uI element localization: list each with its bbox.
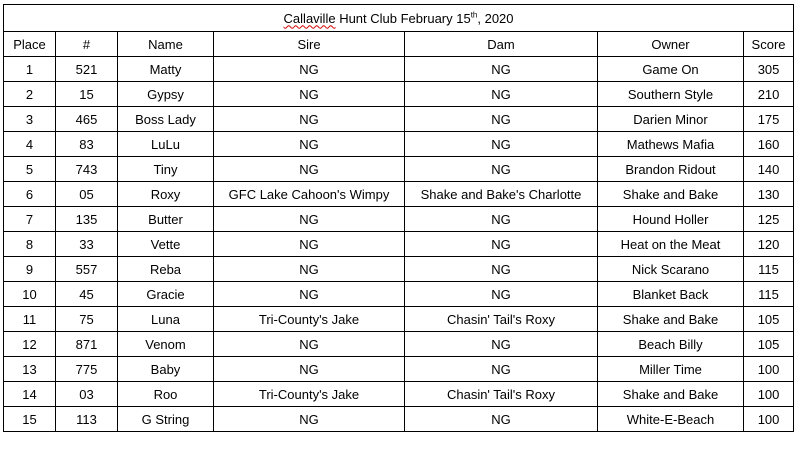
cell-name: Baby [118, 357, 214, 382]
cell-owner: Shake and Bake [598, 382, 744, 407]
cell-score: 100 [744, 382, 794, 407]
cell-sire: Tri-County's Jake [214, 382, 405, 407]
cell-dam: NG [405, 107, 598, 132]
cell-sire: NG [214, 107, 405, 132]
cell-dam: NG [405, 157, 598, 182]
cell-owner: Heat on the Meat [598, 232, 744, 257]
cell-owner: Hound Holler [598, 207, 744, 232]
cell-place: 12 [4, 332, 56, 357]
cell-name: LuLu [118, 132, 214, 157]
cell-place: 11 [4, 307, 56, 332]
cell-sire: Tri-County's Jake [214, 307, 405, 332]
cell-score: 125 [744, 207, 794, 232]
cell-score: 100 [744, 357, 794, 382]
table-row [4, 357, 794, 382]
cell-number: 83 [56, 132, 118, 157]
cell-owner: Mathews Mafia [598, 132, 744, 157]
cell-sire: NG [214, 232, 405, 257]
cell-number: 113 [56, 407, 118, 432]
cell-owner: Miller Time [598, 357, 744, 382]
cell-sire: NG [214, 82, 405, 107]
cell-place: 2 [4, 82, 56, 107]
cell-name: Roxy [118, 182, 214, 207]
cell-sire: NG [214, 257, 405, 282]
cell-name: Butter [118, 207, 214, 232]
cell-number: 05 [56, 182, 118, 207]
column-header-name: Name [118, 32, 214, 57]
cell-score: 105 [744, 307, 794, 332]
cell-score: 100 [744, 407, 794, 432]
title-main: Hunt Club February 15 [335, 10, 471, 26]
cell-owner: Brandon Ridout [598, 157, 744, 182]
cell-score: 115 [744, 282, 794, 307]
cell-dam: NG [405, 82, 598, 107]
cell-owner: Southern Style [598, 82, 744, 107]
cell-place: 3 [4, 107, 56, 132]
header-row [4, 32, 794, 57]
cell-owner: Beach Billy [598, 332, 744, 357]
cell-dam: NG [405, 407, 598, 432]
cell-owner: Shake and Bake [598, 307, 744, 332]
title-year: , 2020 [477, 10, 514, 26]
cell-dam: NG [405, 257, 598, 282]
title-row [4, 5, 794, 32]
cell-place: 10 [4, 282, 56, 307]
cell-place: 9 [4, 257, 56, 282]
table-row [4, 182, 794, 207]
cell-place: 5 [4, 157, 56, 182]
cell-name: Luna [118, 307, 214, 332]
cell-number: 521 [56, 57, 118, 82]
column-header-owner: Owner [598, 32, 744, 57]
cell-dam: NG [405, 132, 598, 157]
cell-number: 557 [56, 257, 118, 282]
cell-dam: NG [405, 232, 598, 257]
cell-owner: Nick Scarano [598, 257, 744, 282]
cell-dam: NG [405, 332, 598, 357]
table-row [4, 232, 794, 257]
cell-dam: NG [405, 357, 598, 382]
cell-place: 6 [4, 182, 56, 207]
cell-number: 75 [56, 307, 118, 332]
cell-sire: NG [214, 357, 405, 382]
cell-score: 115 [744, 257, 794, 282]
cell-owner: Darien Minor [598, 107, 744, 132]
table-row [4, 407, 794, 432]
cell-name: Boss Lady [118, 107, 214, 132]
table-row [4, 132, 794, 157]
cell-name: Gypsy [118, 82, 214, 107]
cell-sire: NG [214, 332, 405, 357]
cell-place: 8 [4, 232, 56, 257]
cell-dam: Chasin' Tail's Roxy [405, 307, 598, 332]
cell-place: 15 [4, 407, 56, 432]
cell-sire: NG [214, 207, 405, 232]
cell-score: 160 [744, 132, 794, 157]
table-row [4, 332, 794, 357]
cell-owner: White-E-Beach [598, 407, 744, 432]
cell-score: 120 [744, 232, 794, 257]
column-header-place: Place [4, 32, 56, 57]
cell-number: 33 [56, 232, 118, 257]
cell-place: 4 [4, 132, 56, 157]
cell-number: 45 [56, 282, 118, 307]
table-row [4, 307, 794, 332]
column-header-dam: Dam [405, 32, 598, 57]
cell-owner: Game On [598, 57, 744, 82]
results-table [3, 4, 794, 432]
table-row [4, 157, 794, 182]
table-row [4, 382, 794, 407]
cell-number: 465 [56, 107, 118, 132]
cell-score: 210 [744, 82, 794, 107]
column-header-number: # [56, 32, 118, 57]
title-text [284, 11, 514, 26]
cell-dam: Shake and Bake's Charlotte [405, 182, 598, 207]
cell-sire: NG [214, 282, 405, 307]
table-row [4, 257, 794, 282]
table-row [4, 82, 794, 107]
column-header-score: Score [744, 32, 794, 57]
cell-score: 105 [744, 332, 794, 357]
cell-score: 305 [744, 57, 794, 82]
cell-name: Matty [118, 57, 214, 82]
cell-owner: Shake and Bake [598, 182, 744, 207]
cell-number: 135 [56, 207, 118, 232]
cell-dam: Chasin' Tail's Roxy [405, 382, 598, 407]
cell-place: 14 [4, 382, 56, 407]
cell-name: Reba [118, 257, 214, 282]
cell-dam: NG [405, 282, 598, 307]
table-body [4, 5, 794, 432]
cell-sire: NG [214, 407, 405, 432]
cell-owner: Blanket Back [598, 282, 744, 307]
column-header-sire: Sire [214, 32, 405, 57]
date-suffix: th [470, 10, 478, 20]
cell-number: 743 [56, 157, 118, 182]
cell-score: 140 [744, 157, 794, 182]
cell-sire: NG [214, 57, 405, 82]
cell-name: Tiny [118, 157, 214, 182]
cell-dam: NG [405, 207, 598, 232]
cell-sire: NG [214, 157, 405, 182]
cell-score: 130 [744, 182, 794, 207]
cell-place: 13 [4, 357, 56, 382]
cell-name: Vette [118, 232, 214, 257]
cell-name: Gracie [118, 282, 214, 307]
table-row [4, 107, 794, 132]
table-title [4, 5, 794, 32]
cell-number: 15 [56, 82, 118, 107]
cell-name: G String [118, 407, 214, 432]
cell-sire: GFC Lake Cahoon's Wimpy [214, 182, 405, 207]
cell-score: 175 [744, 107, 794, 132]
cell-place: 1 [4, 57, 56, 82]
cell-name: Venom [118, 332, 214, 357]
cell-number: 03 [56, 382, 118, 407]
cell-name: Roo [118, 382, 214, 407]
table-row [4, 57, 794, 82]
table-row [4, 207, 794, 232]
table-row [4, 282, 794, 307]
club-name: Callaville [283, 10, 336, 26]
cell-sire: NG [214, 132, 405, 157]
cell-number: 871 [56, 332, 118, 357]
cell-dam: NG [405, 57, 598, 82]
cell-place: 7 [4, 207, 56, 232]
cell-number: 775 [56, 357, 118, 382]
